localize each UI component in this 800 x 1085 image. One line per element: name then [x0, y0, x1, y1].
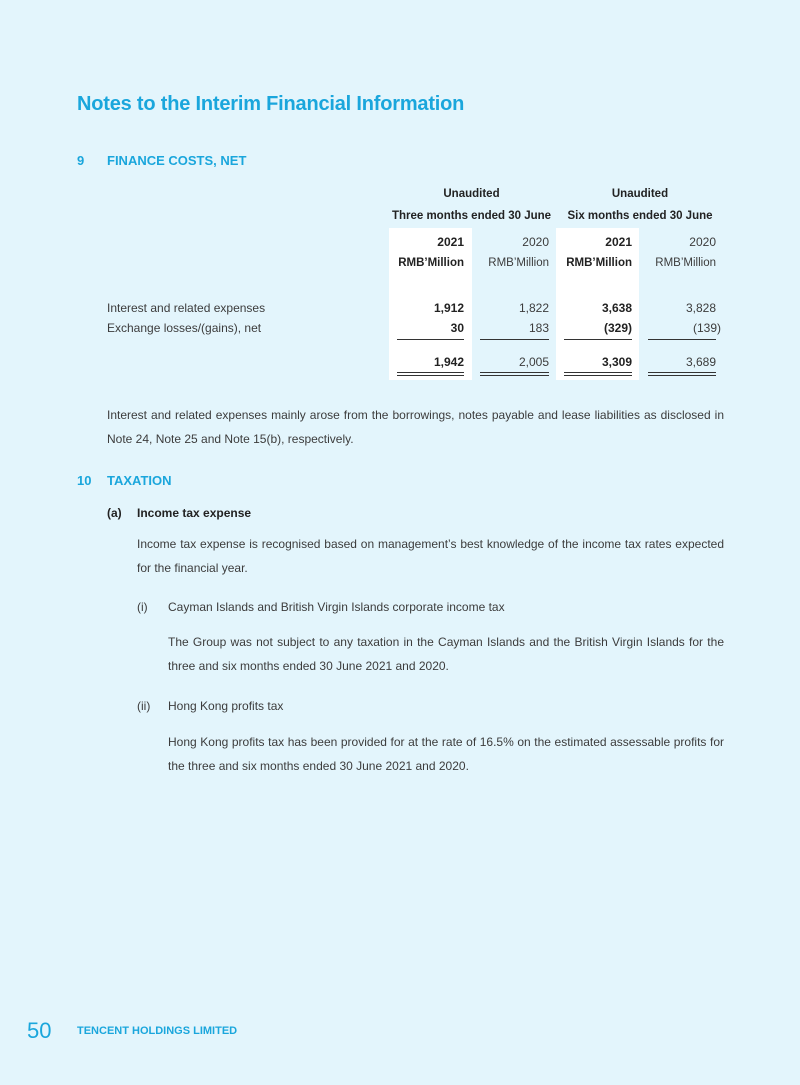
- section-number: 9: [77, 153, 85, 168]
- subsection-text: Income tax expense is recognised based on management’s best knowledge of the income tax rates expected for the financial year.: [137, 537, 724, 575]
- section-9-note: Interest and related expenses mainly arose from the borrowings, notes payable and lease liabilities as disclosed in Note 24, Note 25 and Note 15(b), respectively.: [107, 408, 724, 446]
- total-cell: 1,942: [433, 355, 464, 369]
- column-year: 2020: [522, 235, 549, 249]
- group-header-bottom: Six months ended 30 June: [567, 210, 713, 222]
- item-label: (ii): [137, 699, 151, 713]
- subsection-label: (a): [107, 506, 122, 520]
- total-cell: 3,689: [685, 355, 716, 369]
- column-unit: RMB’Million: [566, 257, 632, 269]
- column-year: 2021: [437, 235, 464, 249]
- company-name: TENCENT HOLDINGS LIMITED: [77, 1025, 238, 1037]
- total-double-rule: [480, 372, 549, 376]
- subtotal-rule: [480, 339, 549, 340]
- table-cell: 1,912: [433, 301, 464, 315]
- column-unit: RMB’Million: [488, 257, 549, 269]
- table-cell: 1,822: [518, 301, 549, 315]
- group-header-bottom: Three months ended 30 June: [391, 210, 552, 222]
- table-cell: 30: [450, 321, 464, 335]
- item-text: Hong Kong profits tax has been provided for at the rate of 16.5% on the estimated assessable profits for the three and six months ended 30 June 2021 and 2020.: [168, 735, 724, 773]
- section-title: TAXATION: [107, 473, 172, 488]
- total-double-rule: [397, 372, 464, 376]
- table-cell: 3,828: [685, 301, 716, 315]
- group-header-top: Unaudited: [443, 188, 500, 200]
- column-year: 2020: [689, 235, 716, 249]
- item-label: (i): [137, 600, 148, 614]
- item-title: Hong Kong profits tax: [168, 699, 284, 713]
- total-cell: 3,309: [601, 355, 632, 369]
- section-number: 10: [77, 473, 92, 488]
- total-double-rule: [648, 372, 716, 376]
- item-text: The Group was not subject to any taxation in the Cayman Islands and the British Virgin Islands for the three and six months ended 30 June 2021 and 2020.: [168, 635, 724, 673]
- total-double-rule: [564, 372, 632, 376]
- item-title: Cayman Islands and British Virgin Islands corporate income tax: [168, 600, 505, 614]
- section-title: FINANCE COSTS, NET: [107, 153, 247, 168]
- table-cell: (139): [692, 321, 721, 335]
- table-row-label: Interest and related expenses: [107, 301, 266, 315]
- subtotal-rule: [397, 339, 464, 340]
- group-header-top: Unaudited: [611, 188, 669, 200]
- column-year: 2021: [605, 235, 632, 249]
- table-row-label: Exchange losses/(gains), net: [107, 321, 262, 335]
- column-unit: RMB’Million: [655, 257, 716, 269]
- subtotal-rule: [564, 339, 632, 340]
- subsection-title: Income tax expense: [137, 506, 252, 520]
- table-cell: (329): [603, 321, 632, 335]
- table-cell: 3,638: [601, 301, 632, 315]
- total-cell: 2,005: [518, 355, 549, 369]
- column-unit: RMB’Million: [398, 257, 464, 269]
- subtotal-rule: [648, 339, 716, 340]
- page-title: Notes to the Interim Financial Information: [77, 93, 465, 115]
- page-number: 50: [27, 1018, 52, 1043]
- table-cell: 183: [528, 321, 549, 335]
